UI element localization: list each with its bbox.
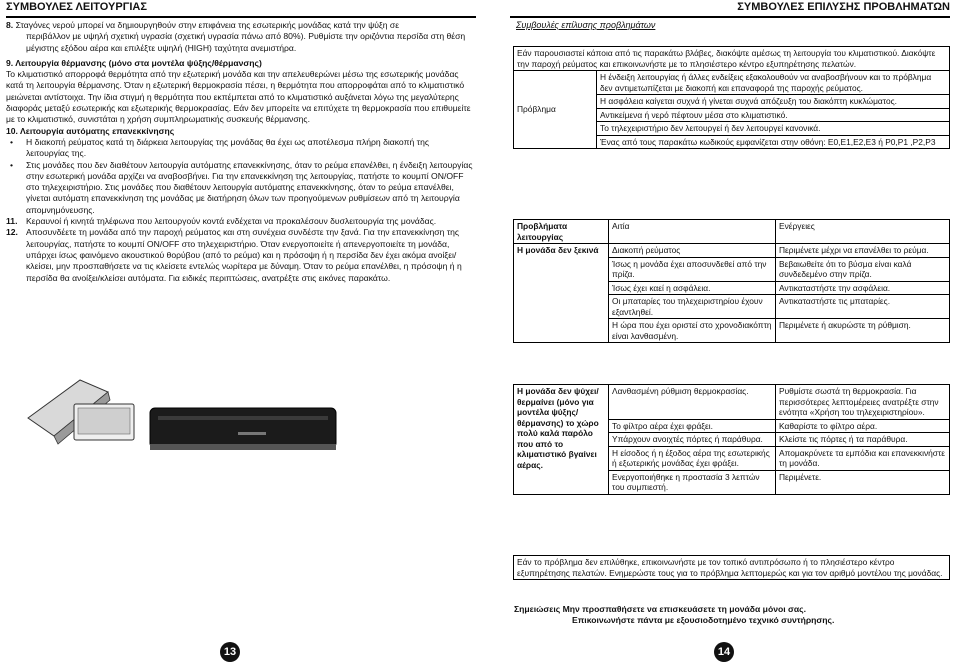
action-cell: Βεβαιωθείτε ότι το βύσμα είναι καλά συνδεδεμένο στην πρίζα. [776,257,950,281]
cause-cell: Το φίλτρο αέρα έχει φράξει. [609,419,776,433]
cause-cell: Υπάρχουν ανοιχτές πόρτες ή παράθυρα. [609,433,776,447]
action-cell: Περιμένετε. [776,470,950,494]
problem-5: Ένας από τους παρακάτω κωδικούς εμφανίζεται στην οθόνη: E0,E1,E2,E3 ή P0,P1 ,P2,P3 [597,135,950,149]
cause-cell: Η είσοδος ή η έξοδος αέρα της εσωτερικής ή εξωτερικής μονάδας έχει φράξει. [609,446,776,470]
cause-cell: Ενεργοποιήθηκε η προστασία 3 λεπτών του συμπιεστή. [609,470,776,494]
cause-cell: Λανθασμένη ρύθμιση θερμοκρασίας. [609,385,776,420]
notes [514,604,954,626]
closing-table [513,555,950,580]
problem-2: Η ασφάλεια καίγεται συχνά ή γίνεται συχνά απόζευξη του διακόπτη κυκλώματος. [597,95,950,109]
closing-text: Εάν το πρόβλημα δεν επιλύθηκε, επικοινωνήστε με τον τοπικό αντιπρόσωπο ή το πλησιέστερο κέντρο εξυπηρέτησης πελατών. Ενημερώστε τους για το πρόβλημα λεπτομερώς και για τον αριθμό μοντέλου της μονάδας. [514,556,950,580]
action-cell: Περιμένετε μέχρι να επανέλθει το ρεύμα. [776,244,950,258]
col-header-problems: Προβλήματα λειτουργίας [514,220,609,244]
bullet-1: • Η διακοπή ρεύματος κατά τη διάρκεια λειτουργίας της μονάδας θα έχει ως αποτέλεσμα πλήρη διακοπή της λειτουργίας της. [6,137,474,160]
group-2-label: Η μονάδα δεν ψύχει/θερμαίνει (μόνο για μοντέλα ψύξης/θέρμανσης) το χώρο πολύ καλά παρόλο που από το κλιματιστικό βγαίνει αέρας. [514,385,609,495]
cause-cell: Ίσως έχει καεί η ασφάλεια. [609,281,776,295]
problem-label: Πρόβλημα [514,71,597,149]
problem-3: Αντικείμενα ή νερό πέφτουν μέσα στο κλιματιστικό. [597,108,950,122]
action-cell: Ρυθμίστε σωστά τη θερμοκρασία. Για περισσότερες λεπτομέρειες ανατρέξτε στην ενότητα «Χρήση του τηλεχειριστηρίου». [776,385,950,420]
col-header-cause: Αιτία [609,220,776,244]
action-cell: Περιμένετε ή ακυρώστε τη ρύθμιση. [776,319,950,343]
item-9-title: 9. Λειτουργία θέρμανσης (μόνο στα μοντέλα ψύξης/θέρμανσης) [6,57,262,68]
item-8-rest: περιβάλλον με υψηλή σχετική υγρασία (σχετική υγρασία πάνω από 80%). Ρυθμίστε την οριζόντια περσίδα στη θέση μέγιστης εξόδου αέρα και επιλέξτε υψηλή (HIGH) ταχύτητα ανεμιστήρα. [26,31,466,53]
bullet-2: • Στις μονάδες που δεν διαθέτουν λειτουργία αυτόματης επανεκκίνησης, όταν το ρεύμα επανέλθει, η ένδειξη λειτουργίας στην εσωτερική μονάδα αρχίζει να αναβοσβήνει. Για την επανεκκίνηση της λειτουργίας, πατήστε το κουμπί ON/OFF στο τηλεχειριστήριο. Στις μονάδες που διαθέτουν λειτουργία αυτόματης επανεκκίνησης, όταν το ρεύμα επανέλθει, γίνεται αυτόματη επανεκκίνηση της μονάδας με διατήρηση όλων των προηγούμενων ρυθμίσεων από τη λειτουργία απομνημόνευσης. [6,160,474,216]
note-1: Σημειώσεις Μην προσπαθήσετε να επισκευάσετε τη μονάδα μόνοι σας. [514,604,807,614]
note-2: Επικοινωνήστε πάντα με εξουσιοδοτημένο τεχνικό συντήρησης. [572,615,835,625]
action-cell: Κλείστε τις πόρτες ή τα παράθυρα. [776,433,950,447]
problem-1: Η ένδειξη λειτουργίας ή άλλες ενδείξεις εξακολουθούν να αναβοσβήνουν και το πρόβλημα δεν αντιμετωπίζεται με διακοπή και επαναφορά της παροχής ρεύματος. [597,71,950,95]
section-title: Συμβουλές επίλυσης προβλημάτων [516,20,656,30]
cause-cell: Ίσως η μονάδα έχει αποσυνδεθεί από την πρίζα. [609,257,776,281]
action-cell: Αντικαταστήστε τις μπαταρίες. [776,295,950,319]
action-cell: Αντικαταστήστε την ασφάλεια. [776,281,950,295]
cause-cell: Διακοπή ρεύματος [609,244,776,258]
item-9-text: Το κλιματιστικό απορροφά θερμότητα από την εξωτερική μονάδα και την απελευθερώνει μέσω της εσωτερικής μονάδας κατά τη λειτουργία θέρμανσης. Όταν η εξωτερική θερμοκρασία πέσει, η θερμότητα που απορροφάται από το κλιματιστικό μειώνεται αντίστοιχα. Την ίδια στιγμή η θερμότητα που εκπέμπεται από το κλιματιστικό αυξάνεται λόγω της μεγαλύτερης διαφοράς μεταξύ εσωτερικής και εξωτερικής θερμοκρασίας. Εάν δεν μπορείτε να επιτύχετε τη θερμοκρασία που επιθυμείτε με το κλιματιστικό, συνιστάται η χρήση συμπληρωματικής συσκευής θέρμανσης. [6,69,471,125]
item-10-title: 10. Λειτουργία αυτόματης επανεκκίνησης [6,125,175,136]
cause-cell: Η ώρα που έχει οριστεί στο χρονοδιακόπτη είναι λανθασμένη. [609,319,776,343]
troubleshooting-table-1 [513,219,950,343]
warning-table [513,46,950,149]
group-1-label: Η μονάδα δεν ξεκινά [514,244,609,343]
col-header-action: Ενέργειες [776,220,950,244]
item-11: 11. Κεραυνοί ή κινητά τηλέφωνα που λειτουργούν κοντά ενδέχεται να προκαλέσουν δυσλειτουργία της μονάδας. [6,216,437,227]
left-column [6,20,474,284]
item-8: 8. Σταγόνες νερού μπορεί να δημιουργηθούν στην επιφάνεια της εσωτερικής μονάδας κατά την ψύξη σε [6,20,400,30]
cause-cell: Οι μπαταρίες του τηλεχειριστηρίου έχουν εξαντληθεί. [609,295,776,319]
action-cell: Απομακρύνετε τα εμπόδια και επανεκκινήστε τη μονάδα. [776,446,950,470]
right-page-header: ΣΥΜΒΟΥΛΕΣ ΕΠΙΛΥΣΗΣ ΠΡΟΒΛΗΜΑΤΩΝ [510,0,950,18]
page-number-right: 14 [714,642,734,662]
action-cell: Καθαρίστε το φίλτρο αέρα. [776,419,950,433]
left-page-header: ΣΥΜΒΟΥΛΕΣ ΛΕΙΤΟΥΡΓΙΑΣ [6,0,476,18]
item-12: 12. Αποσυνδέετε τη μονάδα από την παροχή ρεύματος και στη συνέχεια συνδέστε την ξανά. Για την επανεκκίνηση της λειτουργίας, πατήστε το κουμπί ON/OFF στο τηλεχειριστήριο. Όταν ενεργοποιείτε ή απενεργοποιείτε τη μονάδα, υπάρχει ίσως φαινόμενο ακουστικού θορύβου (από το ρεύμα) και η πρόσοψη ή η περσίδα δεν έχει ακόμα ανοίξει/κλείσει, μην προσπαθήσετε να τις κλείσετε εντελώς νωρίτερα με δύναμη. Όταν το ρεύμα επανέλθει, η πρόσοψη ή η περσίδα θα ανοίξει/κλείσει αυτόματα. Για ειδικές περιπτώσεις, ανατρέξτε στις εικόνες παρακάτω. [6,227,462,283]
problem-4: Το τηλεχειριστήριο δεν λειτουργεί ή δεν λειτουργεί κανονικά. [597,122,950,136]
troubleshooting-table-2 [513,384,950,495]
page-number-left: 13 [220,642,240,662]
air-conditioner-illustration [10,378,350,468]
intro-text: Εάν παρουσιαστεί κάποια από τις παρακάτω βλάβες, διακόψτε αμέσως τη λειτουργία του κλιματιστικού. Διακόψτε την παροχή ρεύματος και επικοινωνήστε με το πλησιέστερο κέντρο εξυπηρέτησης πελατών. [514,47,950,71]
